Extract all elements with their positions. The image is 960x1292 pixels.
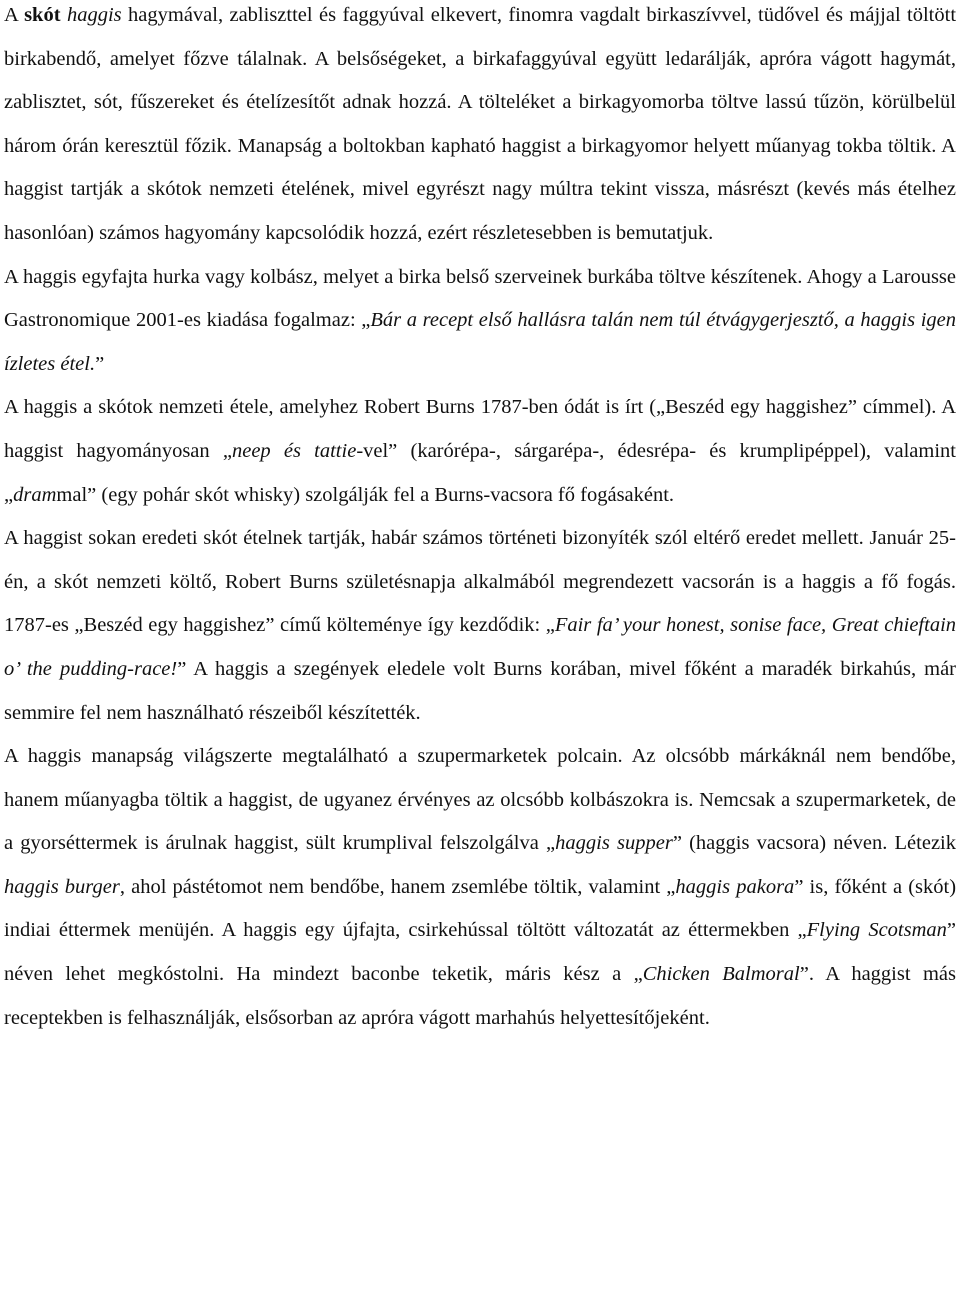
text-segment-italic: Chicken Balmoral (642, 963, 800, 986)
text-segment-italic: Fair fa’ your honest, sonise face, Great chieftain o’ the pudding-race! (4, 614, 957, 680)
paragraph-larousse (4, 256, 956, 387)
text-segment: ” (haggis vacsora) néven. Létezik (672, 832, 956, 855)
text-segment: , ahol pástétomot nem bendőbe, hanem zsemlébe töltik, valamint „ (119, 875, 676, 898)
text-segment: A haggis a skótok nemzeti étele, amelyhez Robert Burns 1787-ben ódát is írt („Beszéd egy haggishez” címmel). A haggist hagyományosan „ (4, 396, 956, 462)
text-segment: ”. A haggist más receptekben is felhasználják, elsősorban az apróra vágott marhahús helyettesítőjeként. (4, 963, 956, 1029)
text-segment-italic: haggis pakora (675, 875, 795, 898)
paragraph-modern (4, 735, 956, 1040)
text-segment-italic: haggis burger (4, 875, 120, 898)
text-segment: A haggis manapság világszerte megtalálható a szupermarketek polcain. Az olcsóbb márkáknál nem bendőbe, hanem műanyagba töltik a haggist, de ugyanez érvényes az olcsóbb kolbászokra is. Nemcsak a szupermarketek, de a gyorséttermek is árulnak haggist, sült krumplival felszolgálva „ (4, 745, 956, 855)
text-segment: A haggist sokan eredeti skót ételnek tartják, habár számos történeti bizonyíték szól eltérő eredet mellett. Január 25-én, a skót nemzeti költő, Robert Burns születésnapja alkalmából megrendezett vacsorán is a haggis a fő fogás. 1787-es „Beszéd egy haggishez” című költeménye így kezdődik: „ (4, 527, 956, 637)
paragraph-intro (4, 0, 956, 256)
paragraph-origin (4, 517, 956, 735)
text-segment: ” néven lehet megkóstolni. Ha mindezt baconbe teketik, máris kész a „ (4, 919, 956, 986)
text-segment: A (4, 4, 25, 26)
text-segment: ” is, főként a (skót) indiai éttermek menüjén. A haggis egy újfajta, csirkehússal töltött változatát az éttermekben „ (4, 875, 957, 942)
text-segment-italic: Flying Scotsman (806, 919, 947, 942)
text-segment: A haggis egyfajta hurka vagy kolbász, melyet a birka belső szerveinek burkába töltve készítenek. Ahogy a Larousse Gastronomique 2001-es kiadása fogalmaz: „ (4, 265, 956, 332)
text-segment-italic: haggis (66, 4, 122, 26)
document-body (4, 0, 956, 1040)
text-segment-italic: haggis supper (555, 832, 673, 855)
text-segment: mal” (egy pohár skót whisky) szolgálják fel a Burns-vacsora fő fogásaként. (56, 483, 675, 506)
text-segment: ” A haggis a szegények eledele volt Burns korában, mivel főként a maradék birkahús, már semmire fel nem használható részeiből készítették. (4, 657, 956, 724)
text-segment-italic: neep és tattie (231, 439, 357, 462)
text-segment-italic: Bár a recept első hallásra talán nem túl étvágygerjesztő, a haggis igen ízletes étel. (4, 309, 956, 375)
text-segment: ” (95, 352, 105, 375)
paragraph-burns-ode (4, 386, 956, 517)
text-segment-bold: skót (24, 4, 61, 26)
text-segment-italic: dram (13, 483, 57, 506)
text-segment: -vel” (karórépa-, sárgarépa-, édesrépa- és krumplipéppel), valamint „ (4, 439, 956, 506)
text-segment: hagymával, zabliszttel és faggyúval elkevert, finomra vagdalt birkaszívvel, tüdővel és májjal töltött birkabendő, amelyet főzve tálalnak. A belsőségeket, a birkafaggyúval együtt ledarálják, apróra vágott hagymát, zablisztet, sót, fűszereket és ételízesítőt adnak hozzá. A tölteléket a birkagyomorba töltve lassú tűzön, körülbelül három órán keresztül főzik. Manapság a boltokban kapható haggist a birkagyomor helyett műanyag tokba töltik. A haggist tartják a skótok nemzeti ételének, mivel egyrészt nagy múltra tekint vissza, másrészt (kevés más ételhez hasonlóan) számos hagyomány kapcsolódik hozzá, ezért részletesebben is bemutatjuk. (4, 4, 957, 244)
